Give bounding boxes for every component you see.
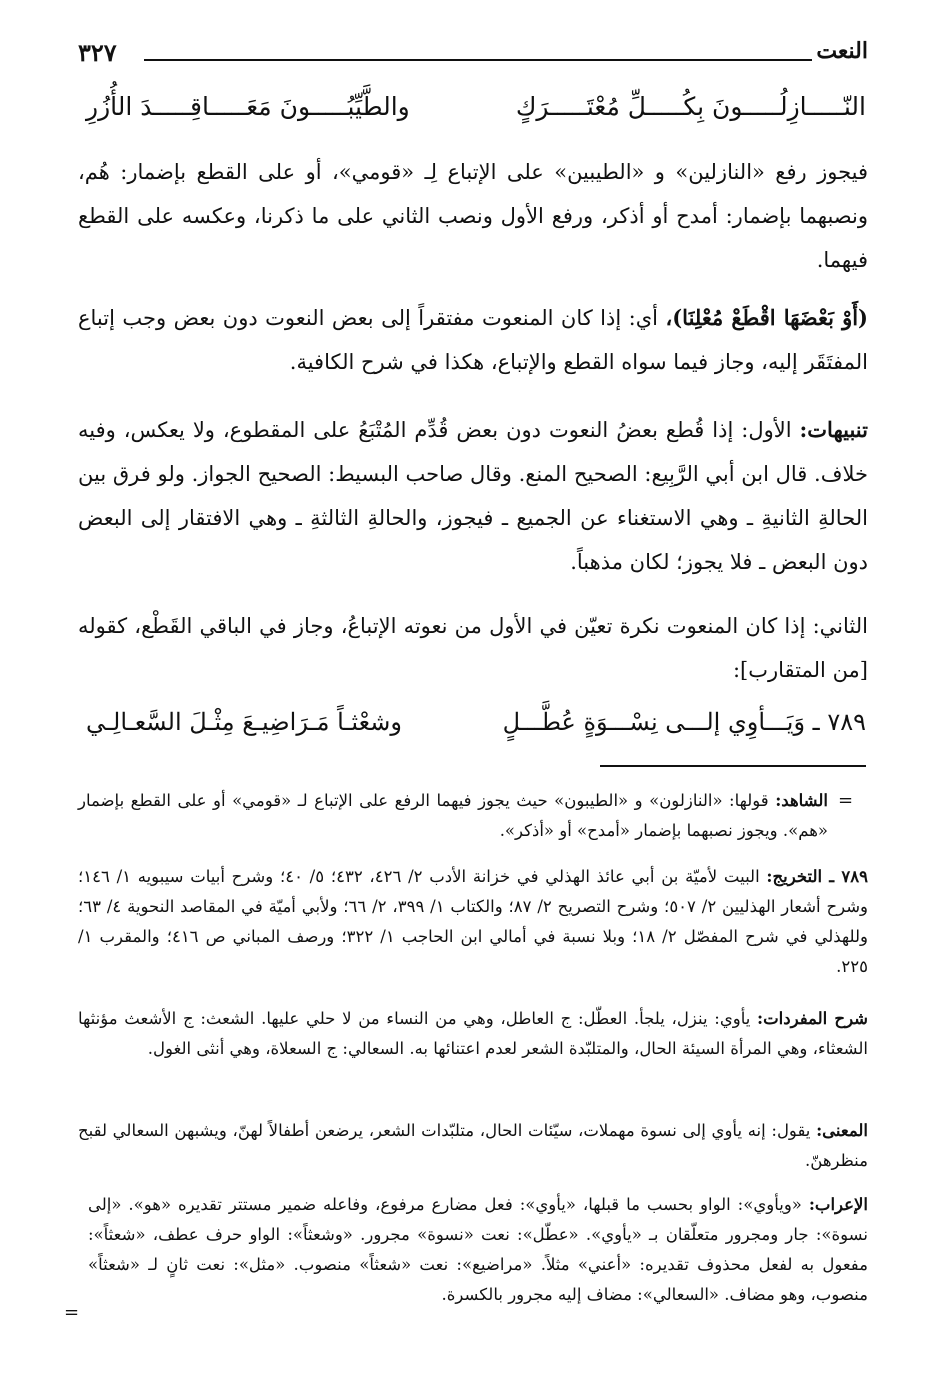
footnote-irab bbox=[88, 1190, 868, 1310]
maana-label: المعنى: bbox=[816, 1121, 868, 1140]
verse-2-first-hemistich: ٧٨٩ ـ وَيَـــأوِي إلـــى نِسْـــوَةٍ عُطَّـــلٍ bbox=[502, 708, 866, 736]
verse-1-second-hemistich: والطَّيِّبُـــــونَ مَعَـــــاقِـــــدَ الأُزُرِ bbox=[86, 92, 410, 121]
paragraph-3 bbox=[78, 408, 868, 584]
page-number: ٣٢٧ bbox=[78, 38, 117, 67]
chapter-title: النعت bbox=[816, 38, 868, 64]
verse-line-1 bbox=[86, 92, 866, 132]
shahid-text: قولها: «النازلون» و «الطيبون» حيث يجوز فيهما الرفع على الإتباع لـ «قومي» أو على القطع بإضمار «هم». ويجوز نصبهما بإضمار «أمدح» أو «أذكر». bbox=[78, 791, 828, 840]
footnote-maana bbox=[78, 1116, 868, 1176]
takhrij-label: ٧٨٩ ـ التخريج: bbox=[766, 867, 868, 886]
footnote-takhrij bbox=[78, 862, 868, 982]
maana-text: يقول: إنه يأوي إلى نسوة مهملات، سيّئات الحال، متلبّدات الشعر، يرضعن أطفالاً لهنّ، ويشبهن السعالي لقبح منظرهنّ. bbox=[78, 1121, 868, 1170]
paragraph-1: فيجوز رفع «النازلين» و «الطيبين» على الإتباع لِـ «قومي»، أو على القطع بإضمار: هُم، ونصبهما بإضمار: أمدح أو أذكر، ورفع الأول ونصب الثاني على ما ذكرنا، وعكسه على القطع فيهما. bbox=[78, 160, 868, 272]
paragraph-2-text: أي: إذا كان المنعوت مفتقراً إلى بعض النعوت دون بعض وجب إتباع المفتَقَر إليه، وجاز فيما سواه القطع والإتباع، هكذا في شرح الكافية. bbox=[78, 306, 868, 374]
footnote-separator bbox=[600, 765, 866, 767]
verse-2-second-hemistich: وشعْثـاً مَـرَاضِيـعَ مِثْـلَ السَّعـالِـي bbox=[86, 708, 402, 736]
mufradat-label: شرح المفردات: bbox=[757, 1009, 868, 1028]
header-rule bbox=[144, 59, 812, 61]
matn-quote: (أَوْ بَعْضَهَا اقْطَعْ مُعْلِنَا)، bbox=[665, 305, 868, 330]
paragraph-3-text: الأول: إذا قُطع بعضُ النعوت دون بعض قُدِّم المُتْبَعُ على المقطوع، ولا يعكس، وفيه خلاف. قال ابن أبي الرَّبِيع: الصحيح المنع. وقال صاحب البسيط: الصحيح الجواز. ولو فرق بين الحالةِ الثانيةِ ـ وهي الاستغناء عن الجميع ـ فيجوز، والحالةِ الثالثةِ ـ وهي الافتقار إلى البعض دون البعض ـ فلا يجوز؛ لكان مذهباً. bbox=[78, 418, 868, 574]
footnote-mufradat bbox=[78, 1004, 868, 1064]
footnote-shahid bbox=[78, 786, 828, 846]
verse-line-2 bbox=[86, 708, 866, 748]
paragraph-2 bbox=[78, 296, 868, 384]
page-header bbox=[78, 38, 868, 74]
tanbihat-label: تنبيهات: bbox=[799, 417, 868, 442]
takhrij-text: البيت لأميّة بن أبي عائذ الهذلي في خزانة الأدب ٢/ ٤٢٦، ٤٣٢؛ ٥/ ٤٠؛ وشرح أبيات سيبويه ١/ ١٤٦؛ وشرح أشعار الهذليين ٢/ ٥٠٧؛ وشرح التصريح ٢/ ٨٧؛ والكتاب ١/ ٣٩٩، ٢/ ٦٦؛ ولأبي أميّة في المقاصد النحوية ٤/ ٦٣؛ وللهذلي في شرح المفصّل ٢/ ١٨؛ وبلا نسبة في أمالي ابن الحاجب ١/ ٣٢٢؛ ورصف المباني ص ٤١٦؛ والمقرب ١/ ٢٢٥. bbox=[78, 867, 869, 976]
irab-label: الإعراب: bbox=[808, 1195, 868, 1214]
continuation-marker: = bbox=[838, 790, 854, 811]
shahid-label: الشاهد: bbox=[775, 791, 828, 810]
mufradat-text: يأوي: ينزل، يلجأ. العطّل: ج العاطل، وهي من النساء من لا حلي عليها. الشعث: ج الأشعث مؤنثها الشعثاء، وهي المرأة السيئة الحال، والمتلبّدة الشعر لعدم اعتنائها به. السعالي: ج السعلاة، وهي أنثى الغول. bbox=[78, 1009, 868, 1058]
irab-text: «ويأوي»: الواو بحسب ما قبلها، «يأوي»: فعل مضارع مرفوع، وفاعله ضمير مستتر تقديره «هو». «إلى نسوة»: جار ومجرور متعلّقان بـ «يأوي». «عطّل»: نعت «نسوة» مجرور. «وشعثاً»: الواو حرف عطف، «شعثاً»: مفعول به لفعل محذوف تقديره: «أعني» مثلاً. «مراضيع»: نعت «شعثاً» منصوب. «مثل»: نعت ثانٍ لـ «شعثاً» منصوب، وهو مضاف. «السعالي»: مضاف إليه مجرور بالكسرة. bbox=[88, 1195, 868, 1304]
paragraph-4: الثاني: إذا كان المنعوت نكرة تعيّن في الأول من نعوته الإتباعُ، وجاز في الباقي القَطْع، كقوله [من المتقارب]: bbox=[78, 614, 868, 682]
continuation-marker-end: = bbox=[64, 1302, 80, 1323]
verse-1-first-hemistich: النّـــــازِلُـــــونَ بِكُـــــلِّ مُعْتَـــــرَكٍ bbox=[515, 92, 866, 121]
